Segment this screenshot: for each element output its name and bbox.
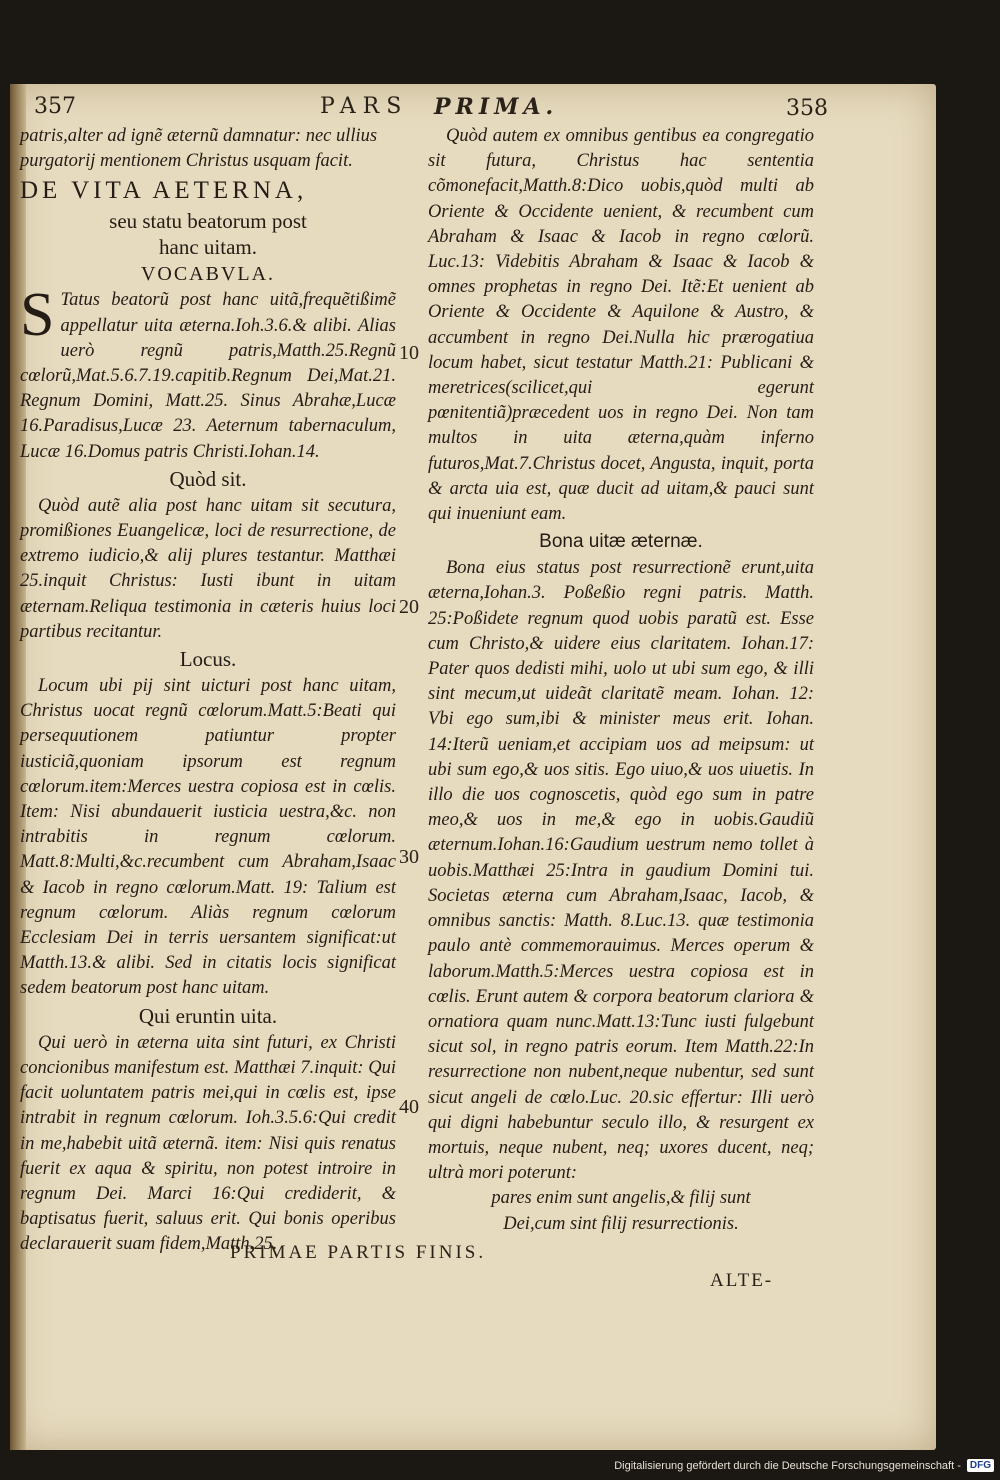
line-number-20: 20 [399, 596, 419, 618]
right-page-number: 358 [786, 96, 828, 121]
chapter-title: DE VITA AETERNA, [20, 177, 308, 205]
heading-qui-erunt: Qui eruntin uita. [138, 1003, 278, 1028]
book-page [10, 84, 936, 1450]
vocabula-text: Tatus beatorũ post hanc uitã,frequẽtißimẽ appellatur uita æterna.Ioh.3.6.& alibi. Alias uerò regnũ patris,Matth.25.Regnũ cœlorũ,Mat.5.6.7.19.capitib.Regnum Dei,Mat.21. Regnum Domini, Matt.25. Sinus Abrahæ,Lucæ 16.Paradisus,Lucæ 23. Aeternum tabernaculum, Lucæ 16.Domus patris Christi.Iohan.14. [20, 290, 396, 462]
catchword: ALTE- [710, 1270, 774, 1291]
carry-over-line-2: purgatorij mentionem Christus usquam facit. [20, 151, 353, 172]
line-number-10: 10 [399, 342, 419, 364]
quod-sit-text: Quòd autẽ alia post hanc uitam sit secutura, promißiones Euangelicæ, loci de resurrectione, de extremo iudicio,& alij plures testantur. Matthæi 25.inquit Christus: Iusti ibunt in uitam æternam.Reliqua testimonia in cæteris huius loci partibus recitantur. [20, 495, 396, 642]
carry-over-line-1: patris,alter ad ignẽ æternũ damnatur: nec ullius [20, 126, 378, 146]
heading-quod-sit: Quòd sit. [169, 466, 247, 491]
drop-cap-initial: S [20, 281, 55, 350]
qui-erunt-text: Qui uerò in æterna uita sint futuri, ex Christi concionibus manifestum est. Matthæi 7.inquit: Qui facit uoluntatem patris mei,qui in cœlis est, ipse intrabit in regnum cœlorum. Ioh.3.5.6:Qui credit in me,habebit uitã æternã. item: Nisi quis renatus fuerit ex aqua & spiritu, non potest introire in regnum Dei. Marci 16:Qui crediderit, & baptisatus fuerit, saluus erit. Qui bonis operibus declarauerit suam fidem,Matth.25. [20, 1032, 396, 1255]
right-paragraph-1: Quòd autem ex omnibus gentibus ea congregatio sit futura, Christus hac sententia cõmonefacit,Matth.8:Dico uobis,quòd multi ab Oriente & Occidente uenient, & recumbent cum Abraham & Isaac & Iacob in regno cœlorũ. Luc.13: Videbitis Abraham & Isaac & Iacob & omnes prophetas in regno Dei. Itẽ:Et uenient ab Oriente & Occidente & Aquilone & Austro, & accumbent in regno Dei.Nulla hic prærogatiua locum habet, sicut testatur Matth.21: Publicani & meretrices(scilicet,qui egerunt pœnitentiã)præcedent uos in regno Dei. Non tam multos in uita æterna,quàm inferno futuros,Mat.7.Christus docet, Angusta, inquit, porta & arcta uia est, quæ ducit ad uitam,& pauci sunt qui inueniunt eam. [428, 126, 814, 525]
dfg-logo: DFG [967, 1459, 994, 1472]
line-number-30: 30 [399, 846, 419, 868]
running-title-pars: PARS [320, 94, 409, 119]
heading-vocabula: VOCABVLA. [140, 263, 276, 286]
heading-bona: Bona uitæ æternæ. [539, 531, 703, 553]
left-column [20, 124, 396, 1258]
right-column [428, 124, 814, 1237]
running-title-prima: PRIMA. [434, 94, 559, 120]
right-paragraph-2: Bona eius status post resurrectionẽ erunt,uita æterna,Iohan.3. Poßeßio regni patris. Matth. 25:Poßidete regnum quod uobis paratũ est. Esse cum Christo,& uidere eius claritatem. Iohan.17: Pater quos dedisti mihi, uolo ut ubi sum ego, & illi sint mecum,ut uideãt claritatẽ meam. Iohan. 12: Vbi ego sum,ibi & minister meus erit. Iohan. 14:Iterũ ueniam,et accipiam uos ad meipsum: ut ubi sum ego,& uos sitis. Ego uiuo,& uos uiuetis. In illo die uos cognoscetis, quòd ego sum in patre meo,& uos in me,& ego in uobis.Gaudiũ æternum.Iohan.16:Gaudium uestrum nemo tollet à uobis.Matthæi 25:Intra in gaudium Domini tui. Societas æterna cum Abraham,Isaac, Iacob, & omnibus sanctis: Matth. 8.Luc.13. quæ testimonia paulo antè commemorauimus. Merces operum & laborum.Matth.5:Merces uestra copiosa est in cœlis. Erunt autem & corpora beatorum clariora & ornatiora quam nunc.Matt.13:Tunc iusti fulgebunt sicut sol, in regno patris eorum. Item Matth.22:In resurrectione non nubent,neque nubentur, sed sunt sicut angeli de cœlo.Luc. 20.sic effertur: Illi uerò qui digni habebuntur seculo illo, & resurgent ex mortuis, neque nubent, neq; uxores ducent, neq; ultrà mori poterunt: [428, 558, 814, 1184]
footer-credit: Digitalisierung gefördert durch die Deutsche Forschungsgemeinschaft - [614, 1459, 961, 1472]
running-header [34, 94, 828, 124]
digitization-footer [614, 1459, 994, 1472]
heading-locus: Locus. [179, 647, 237, 672]
chapter-subtitle-1: seu statu beatorum post [109, 209, 307, 234]
locus-text: Locum ubi pij sint uicturi post hanc uitam, Christus uocat regnũ cœlorum.Matt.5:Beati qui persequutionem patiuntur propter iusticiã,quoniam ipsorum est regnum cœlorum.item:Merces uestra copiosa est in cœlis. Item: Nisi abundauerit iusticia uestra,&c. non intrabitis in regnum cœlorum. Matt.8:Multi,&c.recumbent cum Abraham,Isaac & Iacob in regno cœlorum.Matt. 19: Talium est regnum cœlorum. Aliàs regnum cœlorum Ecclesiam Dei in terris uersantem significat:ut Matth.13.& alibi. Sed in citatis locis significat sedem beatorum post hanc uitam. [20, 676, 396, 999]
chapter-subtitle-2: hanc uitam. [159, 235, 257, 260]
left-page-number: 357 [34, 94, 76, 119]
closing-lines: pares enim sunt angelis,& filij sunt Dei,cum sint filij resurrectionis. [491, 1188, 751, 1234]
explicit-line: PRIMAE PARTIS FINIS. [230, 1242, 487, 1263]
line-number-40: 40 [399, 1096, 419, 1118]
